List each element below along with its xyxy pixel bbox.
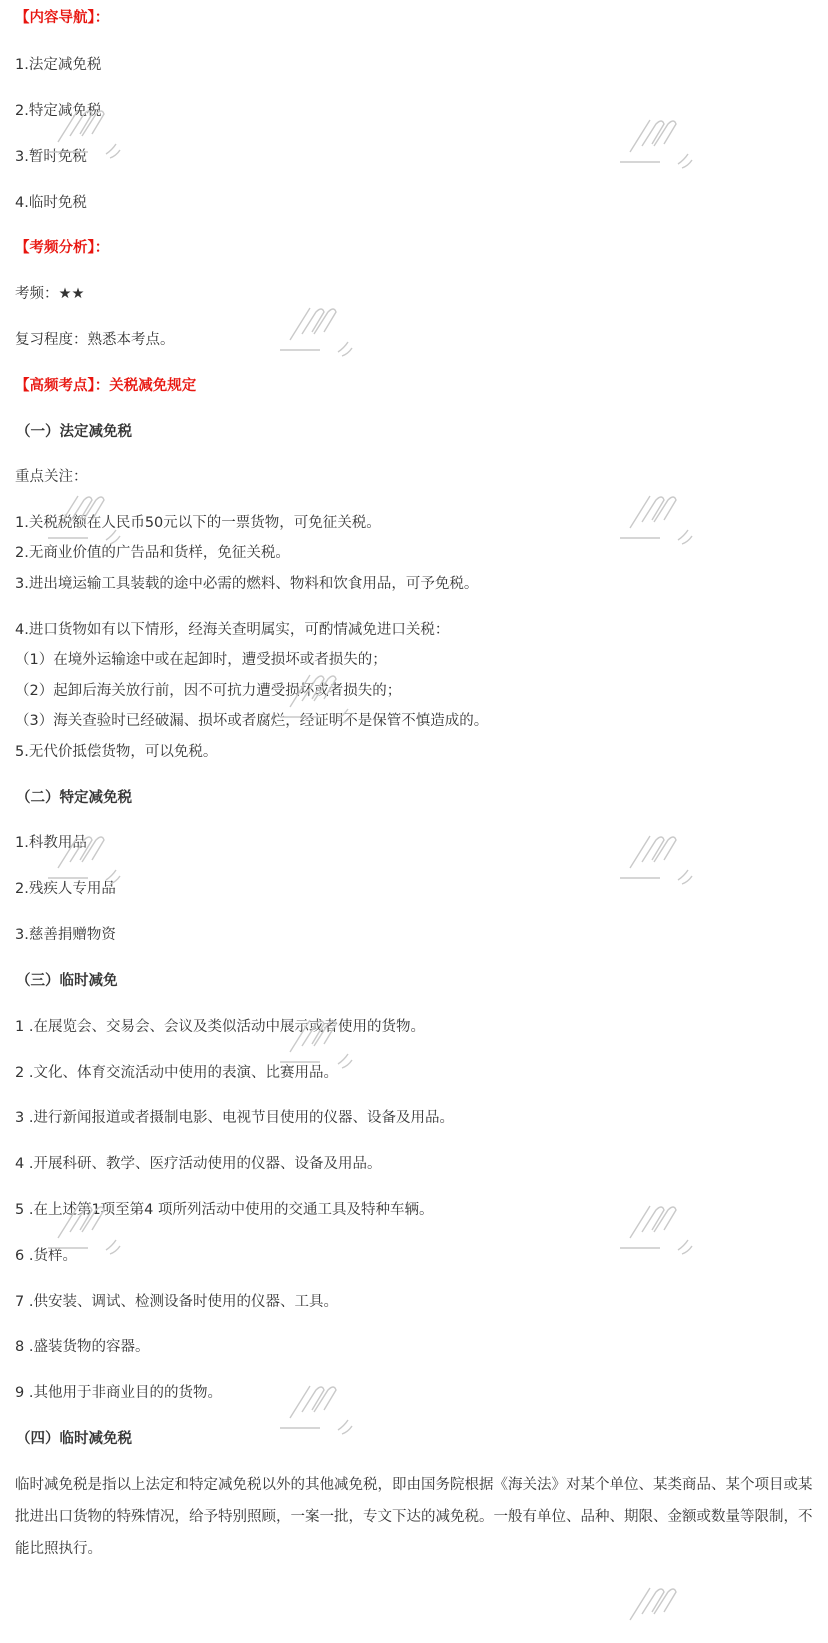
watermark-logo-icon xyxy=(612,1196,696,1260)
list-item: 4.进口货物如有以下情形，经海关查明属实，可酌情减免进口关税： xyxy=(15,622,450,638)
list-item: 3.进出境运输工具装载的途中必需的燃料、物料和饮食用品，可予免税。 xyxy=(15,576,479,592)
hot-title: 【高频考点】：关税减免规定 xyxy=(15,378,197,394)
watermark-logo-icon xyxy=(612,486,696,550)
list-item: 3 .进行新闻报道或者摄制电影、电视节目使用的仪器、设备及用品。 xyxy=(15,1110,454,1126)
section-heading: （二）特定减免税 xyxy=(16,790,132,806)
list-item: （3）海关查验时已经破漏、损坏或者腐烂，经证明不是保管不慎造成的。 xyxy=(15,713,489,729)
section-heading: （一）法定减免税 xyxy=(16,424,132,440)
list-item: 1 .在展览会、交易会、会议及类似活动中展示或者使用的货物。 xyxy=(15,1019,425,1035)
freq-rate: 考频：★★ xyxy=(15,286,85,302)
list-item: 1.关税税额在人民币50元以下的一票货物，可免征关税。 xyxy=(15,515,381,531)
nav-item: 4.临时免税 xyxy=(15,195,87,211)
list-item: （1）在境外运输途中或在起卸时，遭受损坏或者损失的； xyxy=(15,652,387,668)
list-item: 3.慈善捐赠物资 xyxy=(15,927,116,943)
watermark-logo-icon xyxy=(612,1578,696,1642)
list-item: （2）起卸后海关放行前，因不可抗力遭受损坏或者损失的； xyxy=(15,683,402,699)
paragraph: 临时减免税是指以上法定和特定减免税以外的其他减免税，即由国务院根据《海关法》对某个单位、某类商品、某个项目或某批进出口货物的特殊情况，给予特别照顾，一案一批，专文下达的减免税。一般有单位、品种、期限、金额或数量等限制，不能比照执行。 xyxy=(15,1477,813,1557)
section-heading: （四）临时减免税 xyxy=(16,1431,132,1447)
freq-title: 【考频分析】： xyxy=(15,240,110,256)
list-item: 4 .开展科研、教学、医疗活动使用的仪器、设备及用品。 xyxy=(15,1156,382,1172)
list-item: 5 .在上述第1项至第4 项所列活动中使用的交通工具及特种车辆。 xyxy=(15,1202,434,1218)
watermark-logo-icon xyxy=(272,298,356,362)
list-item: 6 .货样。 xyxy=(15,1248,77,1264)
list-item: 1.科教用品 xyxy=(15,835,87,851)
list-item: 7 .供安装、调试、检测设备时使用的仪器、工具。 xyxy=(15,1294,338,1310)
watermark-logo-icon xyxy=(272,1376,356,1440)
list-item: 5.无代价抵偿货物，可以免税。 xyxy=(15,744,218,760)
nav-title: 【内容导航】： xyxy=(15,10,110,26)
list-item: 2 .文化、体育交流活动中使用的表演、比赛用品。 xyxy=(15,1065,338,1081)
nav-item: 2.特定减免税 xyxy=(15,103,102,119)
list-item: 8 .盛装货物的容器。 xyxy=(15,1339,150,1355)
nav-item: 3.暂时免税 xyxy=(15,149,87,165)
list-item: 9 .其他用于非商业目的的货物。 xyxy=(15,1385,222,1401)
list-item: 2.无商业价值的广告品和货样，免征关税。 xyxy=(15,545,290,561)
freq-review: 复习程度：熟悉本考点。 xyxy=(15,332,175,348)
focus-label: 重点关注： xyxy=(15,469,88,485)
list-item: 2.残疾人专用品 xyxy=(15,881,116,897)
watermark-logo-icon xyxy=(612,826,696,890)
nav-item: 1.法定减免税 xyxy=(15,57,102,73)
section-heading: （三）临时减免 xyxy=(16,973,118,989)
watermark-logo-icon xyxy=(612,110,696,174)
